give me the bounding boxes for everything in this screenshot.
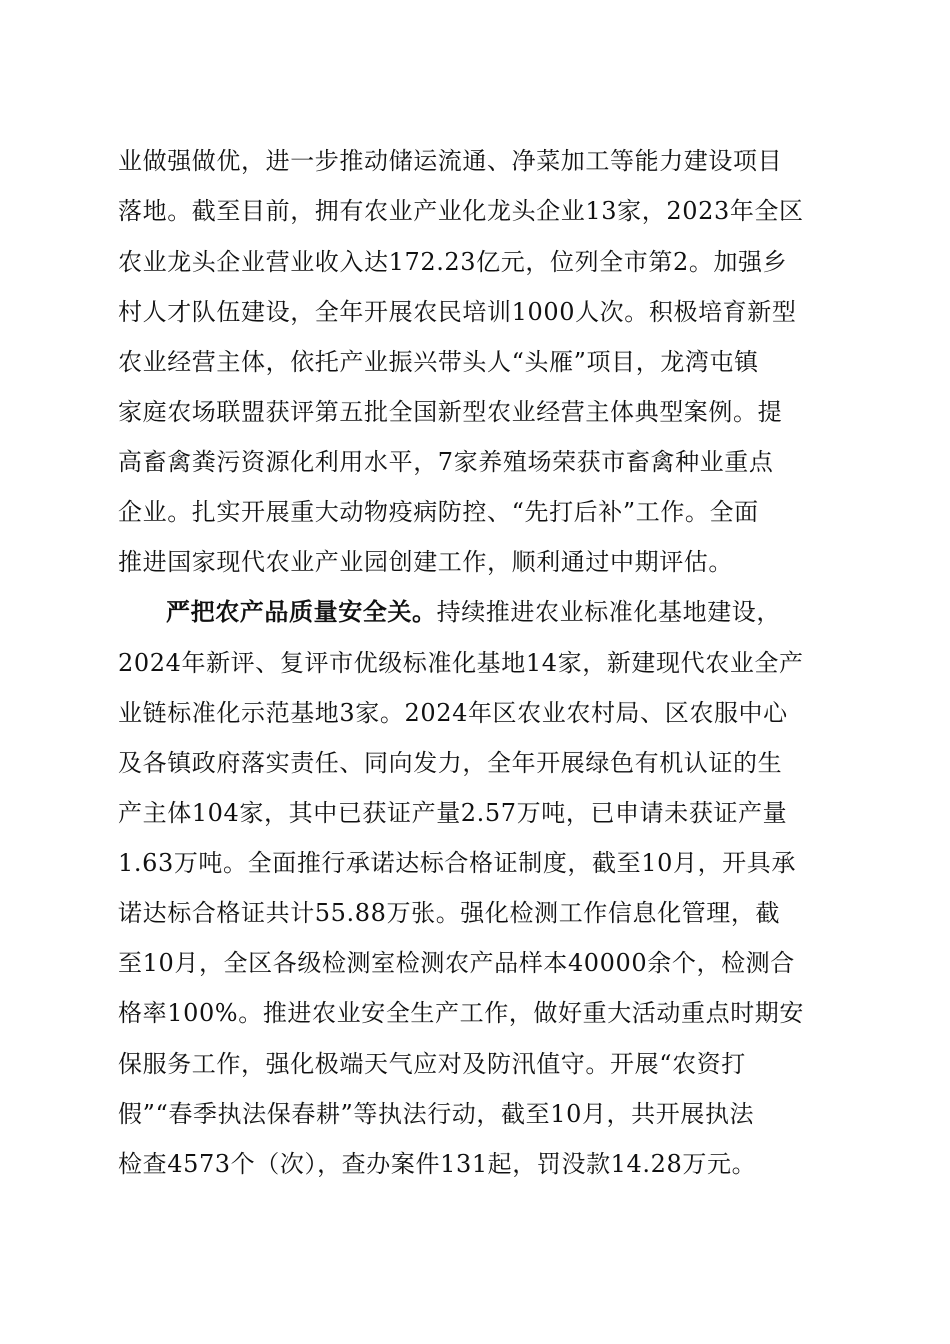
paragraph-2-line-9: 格率100%。推进农业安全生产工作，做好重大活动重点时期安 xyxy=(118,999,805,1027)
paragraph-1-line-7: 高畜禽粪污资源化利用水平，7家养殖场荣获市畜禽种业重点 xyxy=(118,448,774,476)
paragraph-1-line-5: 农业经营主体，依托产业振兴带头人“头雁”项目，龙湾屯镇 xyxy=(118,348,759,376)
paragraph-2-first-line-text: 持续推进农业标准化基地建设， xyxy=(436,598,782,626)
paragraph-2-line-12: 检查4573个（次），查办案件131起，罚没款14.28万元。 xyxy=(118,1150,757,1178)
paragraph-2-line-10: 保服务工作，强化极端天气应对及防汛值守。开展“农资打 xyxy=(118,1050,746,1078)
paragraph-1-line-6: 家庭农场联盟获评第五批全国新型农业经营主体典型案例。提 xyxy=(118,398,783,426)
paragraph-2-line-4: 及各镇政府落实责任、同向发力，全年开展绿色有机认证的生 xyxy=(118,749,783,777)
paragraph-2-line-2: 2024年新评、复评市优级标准化基地14家，新建现代农业全产 xyxy=(118,649,804,677)
paragraph-2-line-3: 业链标准化示范基地3家。2024年区农业农村局、区农服中心 xyxy=(118,699,788,727)
paragraph-2-line-6: 1.63万吨。全面推行承诺达标合格证制度，截至10月，开具承 xyxy=(118,849,796,877)
section-heading: 严把农产品质量安全关。 xyxy=(166,597,437,626)
paragraph-2-line-8: 至10月，全区各级检测室检测农产品样本40000余个，检测合 xyxy=(118,949,795,977)
paragraph-2-first-line xyxy=(166,595,838,629)
paragraph-1-line-9: 推进国家现代农业产业园创建工作，顺利通过中期评估。 xyxy=(118,548,733,576)
paragraph-1-line-4: 村人才队伍建设，全年开展农民培训1000人次。积极培育新型 xyxy=(118,298,797,326)
paragraph-1-line-8: 企业。扎实开展重大动物疫病防控、“先打后补”工作。全面 xyxy=(118,498,759,526)
paragraph-2-line-5: 产主体104家，其中已获证产量2.57万吨，已申请未获证产量 xyxy=(118,799,788,827)
paragraph-1-line-3: 农业龙头企业营业收入达172.23亿元，位列全市第2。加强乡 xyxy=(118,248,788,276)
paragraph-2-line-11: 假”“春季执法保春耕”等执法行动，截至10月，共开展执法 xyxy=(118,1100,755,1128)
paragraph-1-line-1: 业做强做优，进一步推动储运流通、净菜加工等能力建设项目 xyxy=(118,147,783,175)
paragraph-2-line-7: 诺达标合格证共计55.88万张。强化检测工作信息化管理，截 xyxy=(118,899,781,927)
paragraph-1-line-2: 落地。截至目前，拥有农业产业化龙头企业13家，2023年全区 xyxy=(118,197,804,225)
